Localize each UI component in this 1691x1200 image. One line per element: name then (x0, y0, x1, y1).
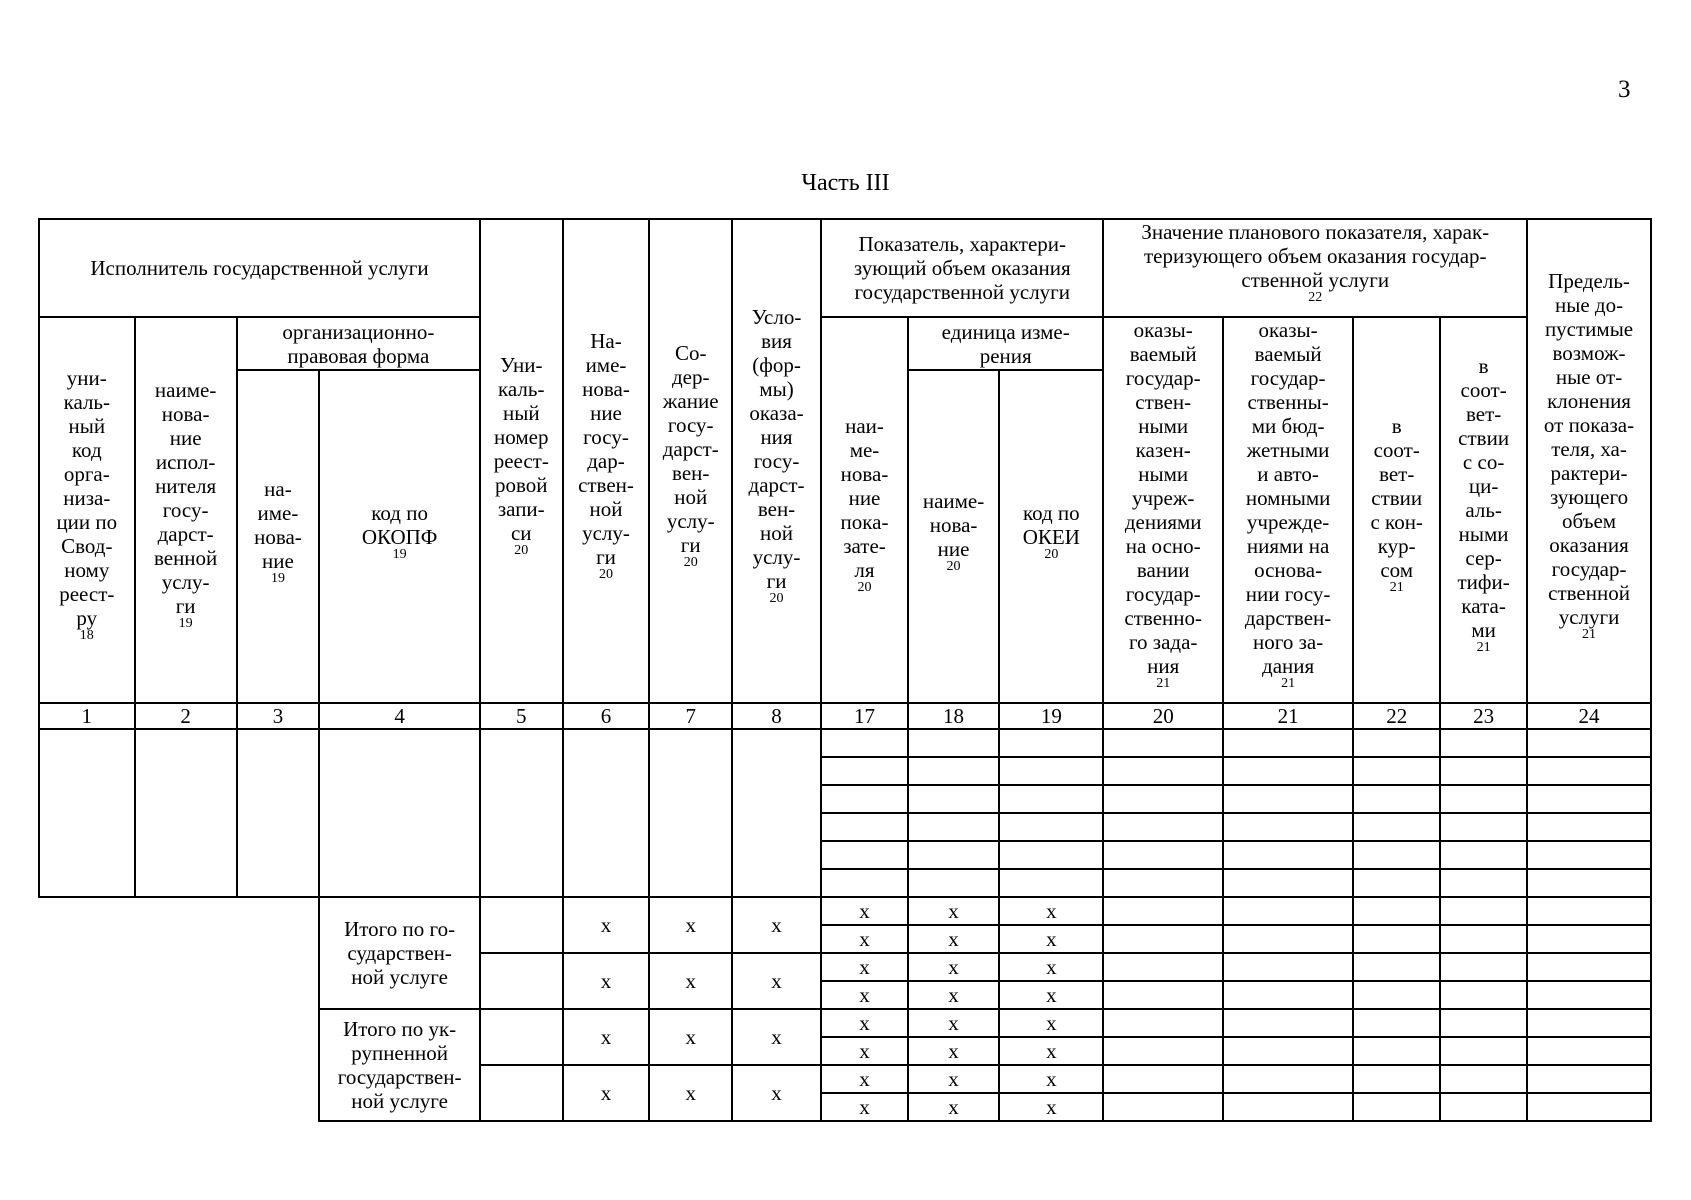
header-plan-value-group: Значение планового показателя, харак- теризующего объем оказания государ- ственной услуги $^{22}$ (1103, 219, 1527, 317)
column-number: 4 (319, 703, 480, 729)
x-mark: x (821, 1093, 908, 1121)
data-cell (908, 757, 999, 785)
data-cell (1103, 953, 1222, 981)
data-cell (1353, 757, 1440, 785)
data-cell (1103, 1009, 1222, 1037)
data-cell (1440, 757, 1527, 785)
data-cell (1353, 729, 1440, 757)
data-cell (1223, 841, 1353, 869)
data-cell (1223, 953, 1353, 981)
header-col-2: наиме- нова- ние испол- нителя госу- дарст- венной услу- ги $^{19}$ (135, 317, 237, 703)
column-number: 18 (908, 703, 999, 729)
data-cell (1527, 869, 1651, 897)
data-cell (563, 729, 650, 897)
header-volume-indicator-group: Показатель, характери- зующий объем оказания государственной услуги (821, 219, 1103, 317)
data-cell (908, 785, 999, 813)
x-mark: x (732, 1009, 821, 1065)
x-mark: x (908, 981, 999, 1009)
data-cell (1527, 813, 1651, 841)
data-cell (999, 813, 1103, 841)
data-cell (1440, 981, 1527, 1009)
data-cell (649, 729, 732, 897)
data-cell (39, 729, 135, 897)
data-cell (1440, 953, 1527, 981)
x-mark: x (999, 925, 1103, 953)
header-col-4: код по ОКОПФ $^{19}$ (319, 370, 480, 703)
data-cell (480, 1065, 563, 1121)
data-cell (821, 813, 908, 841)
x-mark: x (908, 897, 999, 925)
header-col-20: оказы- ваемый государ- ствен- ными казен- ными учреж- дениями на осно- вании государ- ственно- го зада- ния $^{21}$ (1103, 317, 1222, 703)
data-cell (908, 813, 999, 841)
data-cell (1223, 1065, 1353, 1093)
data-cell (908, 841, 999, 869)
header-col-18: наиме- нова- ние $^{20}$ (908, 370, 999, 703)
header-col-21: оказы- ваемый государ- ственны- ми бюд- жетными и авто- номными учрежде- ниями на основа- нии госу- дарствен- ного за- дания $^{21}$ (1223, 317, 1353, 703)
data-cell (135, 729, 237, 897)
x-mark: x (649, 897, 732, 953)
x-mark: x (821, 1009, 908, 1037)
x-mark: x (821, 953, 908, 981)
column-number: 3 (237, 703, 320, 729)
data-cell (732, 729, 821, 897)
x-mark: x (908, 1065, 999, 1093)
data-cell (480, 1009, 563, 1065)
data-cell (999, 729, 1103, 757)
column-number: 1 (39, 703, 135, 729)
header-col-19: код по ОКЕИ $^{20}$ (999, 370, 1103, 703)
data-cell (821, 729, 908, 757)
data-cell (908, 869, 999, 897)
column-number: 21 (1223, 703, 1353, 729)
data-cell (1223, 729, 1353, 757)
header-col-1: уни- каль- ный код орга- низа- ции по Свод- ному реест- ру $^{18}$ (39, 317, 135, 703)
x-mark: x (649, 953, 732, 1009)
x-mark: x (563, 1009, 650, 1065)
x-mark: x (908, 925, 999, 953)
data-cell (1103, 841, 1222, 869)
data-cell (1223, 869, 1353, 897)
data-cell (1527, 1093, 1651, 1121)
data-cell (1440, 1037, 1527, 1065)
data-cell (1103, 1037, 1222, 1065)
part-title: Часть III (801, 170, 890, 196)
x-mark: x (821, 1065, 908, 1093)
column-number: 22 (1353, 703, 1440, 729)
data-cell (1103, 981, 1222, 1009)
header-org-form-group: организационно- правовая форма (237, 317, 480, 370)
data-cell (1527, 981, 1651, 1009)
data-cell (1223, 1093, 1353, 1121)
x-mark: x (999, 1037, 1103, 1065)
x-mark: x (732, 1065, 821, 1121)
x-mark: x (908, 1037, 999, 1065)
data-cell (1440, 1009, 1527, 1037)
x-mark: x (563, 897, 650, 953)
x-mark: x (999, 953, 1103, 981)
data-cell (1527, 925, 1651, 953)
data-cell (1103, 925, 1222, 953)
header-executor-group: Исполнитель государственной услуги (39, 219, 480, 317)
x-mark: x (821, 1037, 908, 1065)
data-cell (1353, 953, 1440, 981)
column-number: 2 (135, 703, 237, 729)
data-cell (1223, 1009, 1353, 1037)
data-cell (1223, 981, 1353, 1009)
table-row (39, 729, 1651, 757)
x-mark: x (999, 1065, 1103, 1093)
data-cell (1103, 757, 1222, 785)
data-cell (1527, 729, 1651, 757)
data-cell (1353, 897, 1440, 925)
data-cell (1440, 785, 1527, 813)
data-cell (1440, 813, 1527, 841)
data-cell (480, 953, 563, 1009)
data-cell (1440, 925, 1527, 953)
header-col-24: Предель- ные до- пустимые возмож- ные от- клонения от показа- теля, ха- рактери- зующего объем оказания государ- ственной услуги $^{21}$ (1527, 219, 1651, 703)
column-number: 5 (480, 703, 563, 729)
data-cell (1353, 841, 1440, 869)
data-cell (1527, 785, 1651, 813)
data-cell (1103, 869, 1222, 897)
x-mark: x (649, 1009, 732, 1065)
data-cell (1223, 757, 1353, 785)
data-cell (1353, 925, 1440, 953)
data-cell (1527, 1065, 1651, 1093)
data-cell (480, 897, 563, 953)
data-cell (1353, 1065, 1440, 1093)
data-cell (319, 729, 480, 897)
x-mark: x (821, 925, 908, 953)
report-table (38, 218, 1652, 1122)
data-cell (1527, 953, 1651, 981)
data-cell (1103, 1093, 1222, 1121)
header-row-1 (39, 219, 1651, 317)
data-cell (1353, 813, 1440, 841)
enlarged-total-label: Итого по ук- рупненной государствен- ной услуге (319, 1009, 480, 1121)
column-number: 8 (732, 703, 821, 729)
header-col-6: На- име- нова- ние госу- дар- ствен- ной услу- ги $^{20}$ (563, 219, 650, 703)
data-cell (1527, 841, 1651, 869)
x-mark: x (908, 953, 999, 981)
service-total-label: Итого по го- сударствен- ной услуге (319, 897, 480, 1009)
data-cell (1440, 897, 1527, 925)
data-cell (1527, 757, 1651, 785)
header-col-7: Со- дер- жание госу- дарст- вен- ной услу- ги $^{20}$ (649, 219, 732, 703)
data-cell (999, 785, 1103, 813)
data-cell (1440, 729, 1527, 757)
header-row-2 (39, 317, 1651, 370)
x-mark: x (732, 897, 821, 953)
data-cell (1353, 1037, 1440, 1065)
x-mark: x (908, 1093, 999, 1121)
data-cell (1353, 785, 1440, 813)
x-mark: x (563, 953, 650, 1009)
x-mark: x (999, 1093, 1103, 1121)
data-cell (821, 869, 908, 897)
header-col-5: Уни- каль- ный номер реест- ровой запи- си $^{20}$ (480, 219, 563, 703)
data-cell (1223, 925, 1353, 953)
data-cell (1527, 897, 1651, 925)
column-number: 17 (821, 703, 908, 729)
data-cell (1353, 1093, 1440, 1121)
data-cell (821, 785, 908, 813)
data-cell (1103, 729, 1222, 757)
header-col-3: на- име- нова- ние $^{19}$ (237, 370, 320, 703)
data-cell (1223, 813, 1353, 841)
data-cell (1440, 1093, 1527, 1121)
data-cell (999, 757, 1103, 785)
data-cell (1223, 1037, 1353, 1065)
x-mark: x (999, 1009, 1103, 1037)
column-number: 24 (1527, 703, 1651, 729)
header-col-22: в соот- вет- ствии с кон- кур- сом $^{21}$ (1353, 317, 1440, 703)
x-mark: x (999, 897, 1103, 925)
x-mark: x (821, 897, 908, 925)
column-number: 7 (649, 703, 732, 729)
column-number: 20 (1103, 703, 1222, 729)
data-cell (821, 757, 908, 785)
data-cell (1440, 869, 1527, 897)
data-cell (1440, 841, 1527, 869)
header-col-17: наи- ме- нова- ние пока- зате- ля $^{20}$ (821, 317, 908, 703)
data-cell (1223, 785, 1353, 813)
x-mark: x (908, 1009, 999, 1037)
header-unit-group: единица изме- рения (908, 317, 1104, 370)
data-cell (1440, 1065, 1527, 1093)
data-cell (821, 841, 908, 869)
total-row (39, 1009, 1651, 1037)
total-row (39, 897, 1651, 925)
x-mark: x (999, 981, 1103, 1009)
data-cell (480, 729, 563, 897)
data-cell (908, 729, 999, 757)
x-mark: x (649, 1065, 732, 1121)
data-cell (1527, 1009, 1651, 1037)
data-cell (999, 869, 1103, 897)
column-number-row (39, 703, 1651, 729)
data-cell (1223, 897, 1353, 925)
data-cell (1353, 869, 1440, 897)
x-mark: x (821, 981, 908, 1009)
data-cell (1103, 1065, 1222, 1093)
x-mark: x (563, 1065, 650, 1121)
column-number: 19 (999, 703, 1103, 729)
page-number: 3 (1618, 76, 1631, 103)
data-cell (1103, 785, 1222, 813)
header-col-23: в соот- вет- ствии с со- ци- аль- ными сер- тифи- ката- ми $^{21}$ (1440, 317, 1527, 703)
data-cell (1353, 981, 1440, 1009)
column-number: 23 (1440, 703, 1527, 729)
x-mark: x (732, 953, 821, 1009)
data-cell (237, 729, 320, 897)
data-cell (1353, 1009, 1440, 1037)
data-cell (1103, 897, 1222, 925)
header-col-8: Усло- вия (фор- мы) оказа- ния госу- дарст- вен- ной услу- ги $^{20}$ (732, 219, 821, 703)
data-cell (1103, 813, 1222, 841)
data-cell (1527, 1037, 1651, 1065)
data-cell (999, 841, 1103, 869)
column-number: 6 (563, 703, 650, 729)
